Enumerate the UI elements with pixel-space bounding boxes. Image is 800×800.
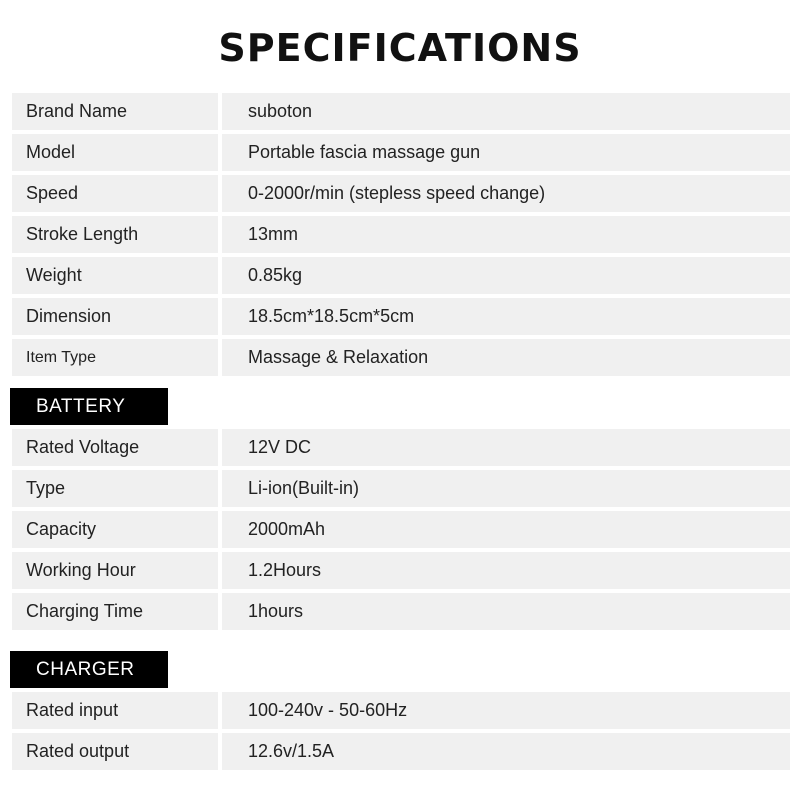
spec-value: 1hours bbox=[222, 593, 790, 630]
spec-value: suboton bbox=[222, 93, 790, 130]
spec-row-model bbox=[12, 134, 790, 171]
spec-value: 1.2Hours bbox=[222, 552, 790, 589]
spec-label: Working Hour bbox=[12, 552, 218, 589]
spec-value: Portable fascia massage gun bbox=[222, 134, 790, 171]
spec-value: 13mm bbox=[222, 216, 790, 253]
spec-value: 2000mAh bbox=[222, 511, 790, 548]
spec-label: Rated input bbox=[12, 692, 218, 729]
general-spec-table bbox=[12, 93, 790, 380]
spec-label: Item Type bbox=[12, 339, 218, 376]
charger-section-heading: CHARGER bbox=[10, 651, 168, 688]
battery-section-heading: BATTERY bbox=[10, 388, 168, 425]
spec-value: 100-240v - 50-60Hz bbox=[222, 692, 790, 729]
spec-row-working-hour bbox=[12, 552, 790, 589]
page-title: SPECIFICATIONS bbox=[218, 26, 582, 70]
spec-row-rated-input bbox=[12, 692, 790, 729]
spec-row-type bbox=[12, 470, 790, 507]
spec-row-brand-name bbox=[12, 93, 790, 130]
spec-label: Weight bbox=[12, 257, 218, 294]
spec-row-charging-time bbox=[12, 593, 790, 630]
spec-label: Charging Time bbox=[12, 593, 218, 630]
spec-value: 12.6v/1.5A bbox=[222, 733, 790, 770]
spec-row-stroke-length bbox=[12, 216, 790, 253]
spec-label: Model bbox=[12, 134, 218, 171]
spec-row-item-type bbox=[12, 339, 790, 376]
spec-value: 12V DC bbox=[222, 429, 790, 466]
spec-label: Speed bbox=[12, 175, 218, 212]
battery-spec-table bbox=[12, 429, 790, 634]
spec-row-dimension bbox=[12, 298, 790, 335]
spec-value: 18.5cm*18.5cm*5cm bbox=[222, 298, 790, 335]
spec-row-rated-output bbox=[12, 733, 790, 770]
spec-label: Capacity bbox=[12, 511, 218, 548]
spec-label: Rated Voltage bbox=[12, 429, 218, 466]
spec-label: Dimension bbox=[12, 298, 218, 335]
spec-value: Li-ion(Built-in) bbox=[222, 470, 790, 507]
spec-row-speed bbox=[12, 175, 790, 212]
spec-label: Stroke Length bbox=[12, 216, 218, 253]
spec-value: 0.85kg bbox=[222, 257, 790, 294]
spec-label: Type bbox=[12, 470, 218, 507]
spec-row-capacity bbox=[12, 511, 790, 548]
spec-row-rated-voltage bbox=[12, 429, 790, 466]
spec-value: Massage & Relaxation bbox=[222, 339, 790, 376]
spec-row-weight bbox=[12, 257, 790, 294]
spec-label: Rated output bbox=[12, 733, 218, 770]
spec-label: Brand Name bbox=[12, 93, 218, 130]
spec-value: 0-2000r/min (stepless speed change) bbox=[222, 175, 790, 212]
charger-spec-table bbox=[12, 692, 790, 774]
